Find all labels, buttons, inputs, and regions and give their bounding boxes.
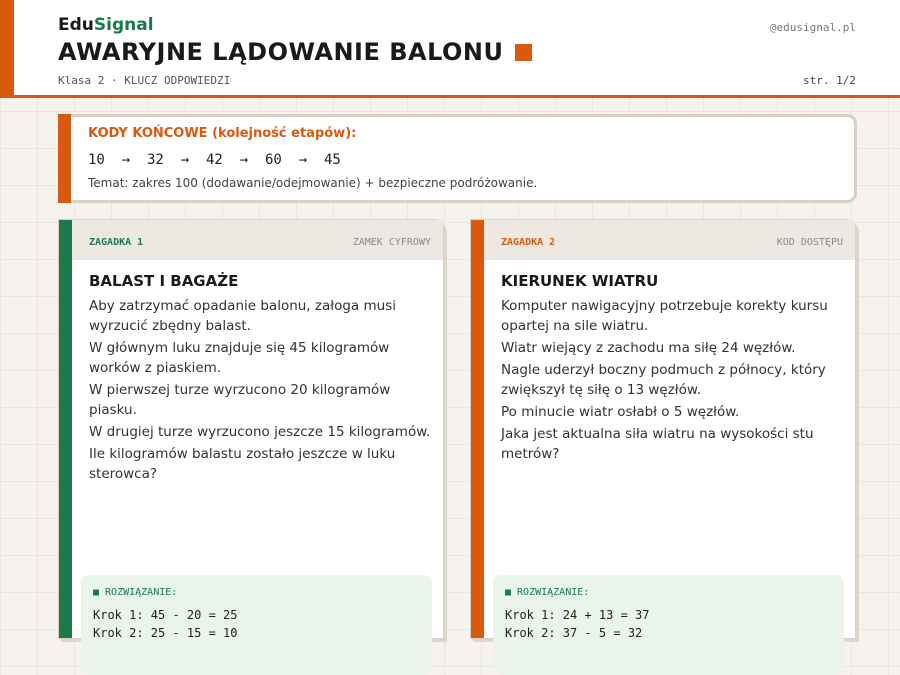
card-paragraph: Po minucie wiatr osłabł o 5 węzłów.: [501, 404, 740, 420]
card-paragraph: Ile kilogramów balastu zostało jeszcze w luku sterowca?: [89, 446, 396, 482]
codes-accent-bar: [58, 114, 71, 203]
card-paragraph: W drugiej turze wyrzucono jeszcze 15 kilogramów.: [89, 424, 431, 440]
header-accent-bar: [0, 0, 14, 98]
brand-part-1: Edu: [58, 15, 94, 35]
codes-topic: Temat: zakres 100 (dodawanie/odejmowanie) + bezpieczne podróżowanie.: [88, 176, 538, 190]
card-title: KIERUNEK WIATRU: [501, 272, 659, 290]
card-paragraph: Jaka jest aktualna siła wiatru na wysokości stu metrów?: [501, 426, 814, 462]
card-accent-bar: [471, 220, 484, 638]
social-handle: @edusignal.pl: [769, 21, 856, 34]
card-header: [484, 220, 855, 260]
card-header: [72, 220, 443, 260]
card-paragraph: Komputer nawigacyjny potrzebuje korekty kursu opartej na sile wiatru.: [501, 298, 828, 334]
page-title: [58, 38, 532, 66]
card-paragraph: Aby zatrzymać opadanie balonu, załoga musi wyrzucić zbędny balast.: [89, 298, 396, 334]
final-codes-box: [58, 114, 857, 203]
card-label: ZAGADKA 2: [501, 237, 556, 248]
card-body: [501, 296, 849, 466]
solution-label: ■ ROZWIĄZANIE:: [93, 587, 178, 598]
card-type: KOD DOSTĘPU: [776, 237, 843, 248]
solution-steps: Krok 1: 24 + 13 = 37 Krok 2: 37 - 5 = 32: [505, 608, 650, 640]
card-accent-bar: [59, 220, 72, 638]
brand-logo: [58, 15, 154, 35]
card-paragraph: Nagle uderzył boczny podmuch z północy, który zwiększył tę siłę o 13 węzłów.: [501, 362, 826, 398]
puzzle-card-2: [470, 219, 856, 639]
card-type: ZAMEK CYFROWY: [352, 237, 431, 248]
card-title: BALAST I BAGAŻE: [89, 272, 239, 290]
card-body: [89, 296, 437, 486]
solution-steps: Krok 1: 45 - 20 = 25 Krok 2: 25 - 15 = 10: [93, 608, 238, 640]
solution-label: ■ ROZWIĄZANIE:: [505, 587, 590, 598]
card-label: ZAGADKA 1: [89, 237, 144, 248]
page-title-text: AWARYJNE LĄDOWANIE BALONU: [58, 38, 504, 66]
solution-box: [493, 575, 844, 675]
page-header: [0, 0, 900, 98]
square-icon: [515, 44, 532, 61]
page-subtitle: Klasa 2 · KLUCZ ODPOWIEDZI: [58, 74, 231, 87]
codes-title: KODY KOŃCOWE (kolejność etapów):: [88, 126, 357, 141]
card-paragraph: W pierwszej turze wyrzucono 20 kilogramów piasku.: [89, 382, 391, 418]
card-paragraph: W głównym luku znajduje się 45 kilogramów worków z piaskiem.: [89, 340, 390, 376]
card-paragraph: Wiatr wiejący z zachodu ma siłę 24 węzłów.: [501, 340, 796, 356]
solution-box: [81, 575, 432, 675]
page-number: str. 1/2: [803, 74, 856, 87]
codes-sequence: 10 → 32 → 42 → 60 → 45: [88, 152, 341, 168]
puzzle-card-1: [58, 219, 444, 639]
brand-part-2: Signal: [93, 15, 154, 35]
